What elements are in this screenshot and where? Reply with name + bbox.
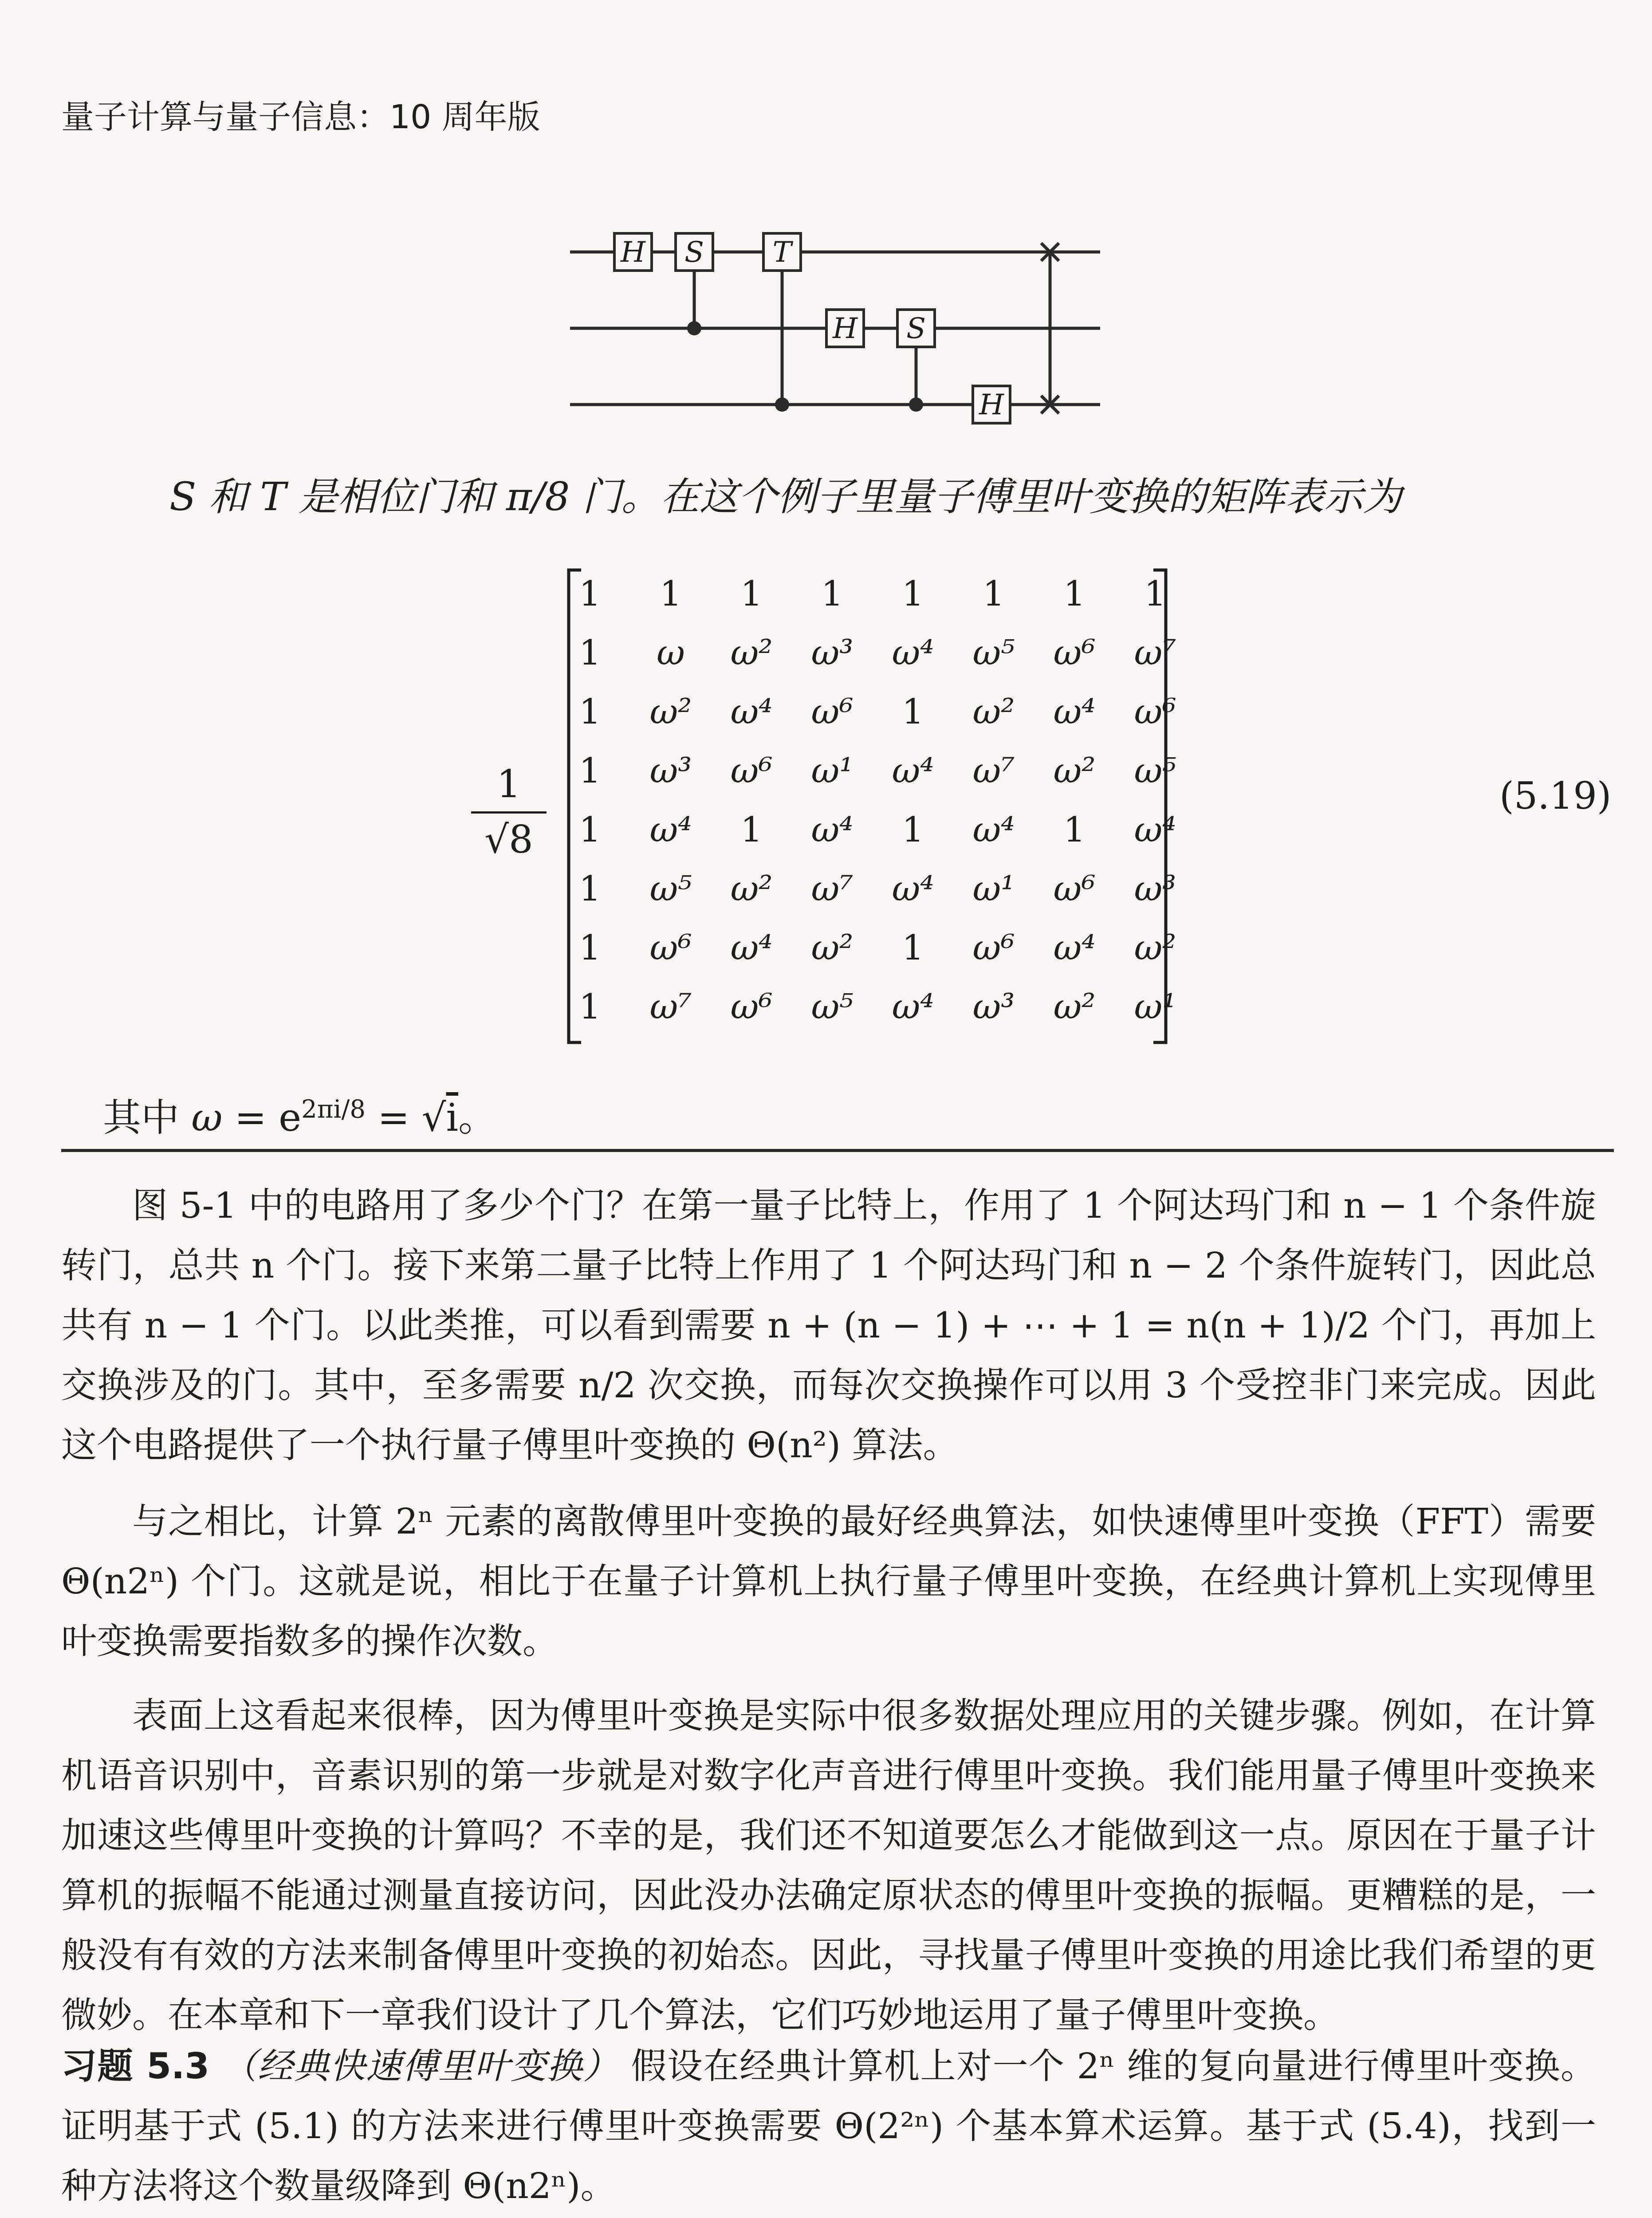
matrix-cell: 1 (902, 574, 924, 614)
matrix-cell: ω⁶ (649, 928, 692, 968)
matrix-cell: ω² (1134, 928, 1176, 968)
gate-label-h: H (833, 312, 857, 345)
matrix-cell: ω⁵ (649, 869, 692, 909)
matrix-cell: ω⁵ (811, 987, 854, 1027)
matrix-cell: ω⁷ (972, 751, 1015, 791)
matrix-cell: ω³ (811, 633, 854, 673)
matrix-cell: 1 (579, 692, 601, 732)
figure-caption: S 和 T 是相位门和 π/8 门。在这个例子里量子傅里叶变换的矩阵表示为 (169, 474, 1402, 519)
matrix-cell: 1 (579, 810, 601, 850)
gate-label-t: T (772, 236, 792, 269)
paragraph-2: 与之相比，计算 2ⁿ 元素的离散傅里叶变换的最好经典算法，如快速傅里叶变换（FFT）需要 Θ(n2ⁿ) 个门。这就是说，相比于在量子计算机上执行量子傅里叶变换，在经典计算机上实现傅里叶变换需要指数多的操作次数。 (61, 1501, 1596, 1662)
matrix-cell: ω⁶ (1134, 692, 1176, 732)
exercise-label: 习题 5.3 (61, 2045, 210, 2087)
control-dot-s2 (909, 397, 923, 412)
gate-label-s: S (684, 236, 704, 269)
matrix-cell: ω⁴ (892, 633, 934, 673)
gate-label-h: H (621, 236, 645, 269)
matrix-cell: ω⁴ (972, 810, 1015, 850)
gate-label-s: S (906, 312, 926, 345)
paragraph-3: 表面上这看起来很棒，因为傅里叶变换是实际中很多数据处理应用的关键步骤。例如，在计算机语音识别中，音素识别的第一步就是对数字化声音进行傅里叶变换。我们能用量子傅里叶变换来加速这些傅里叶变换的计算吗？不幸的是，我们还不知道要怎么才能做到这一点。原因在于量子计算机的振幅不能通过测量直接访问，因此没办法确定原状态的傅里叶变换的振幅。更糟糕的是，一般没有有效的方法来制备傅里叶变换的初始态。因此，寻找量子傅里叶变换的用途比我们希望的更微妙。在本章和下一章我们设计了几个算法，它们巧妙地运用了量子傅里叶变换。 (61, 1695, 1596, 2036)
matrix-cell: ω⁴ (811, 810, 854, 850)
prefactor-numerator: 1 (496, 762, 521, 806)
matrix-cell: 1 (740, 574, 763, 614)
matrix-cell: ω⁴ (892, 869, 934, 909)
fraction-bar (471, 811, 547, 814)
matrix-prefactor (471, 761, 547, 864)
matrix-cell: ω² (649, 692, 692, 732)
matrix-cell: 1 (579, 987, 601, 1027)
matrix-cell: ω¹ (1134, 987, 1176, 1027)
control-dot-t1 (775, 397, 789, 412)
gate-label-h: H (979, 389, 1004, 421)
matrix-cell: ω⁶ (972, 928, 1015, 968)
matrix-cell: ω⁷ (811, 869, 854, 909)
matrix-cell: ω⁴ (892, 987, 934, 1027)
matrix-cell: ω⁴ (649, 810, 692, 850)
matrix-cell: ω² (1053, 987, 1096, 1027)
matrix-cell: ω² (811, 928, 854, 968)
exercise-text: 假设在经典计算机上对一个 2ⁿ 维的复向量进行傅里叶变换。证明基于式 (5.1) 的方法来进行傅里叶变换需要 Θ(2²ⁿ) 个基本算术运算。基于式 (5.4)，找到一种方法将这个数量级降到 Θ(n2ⁿ)。 (61, 2045, 1596, 2206)
matrix-cell: 1 (983, 574, 1005, 614)
matrix-cell: ω² (1053, 751, 1096, 791)
matrix-cell: ω⁵ (972, 633, 1015, 673)
matrix-cell: ω (657, 633, 685, 673)
matrix-cell: ω² (730, 869, 773, 909)
prefactor-denominator: √8 (484, 817, 533, 862)
matrix-cell: 1 (902, 692, 924, 732)
matrix-cell: ω⁶ (811, 692, 854, 732)
matrix-cell: 1 (1063, 810, 1086, 850)
omega-definition: 其中 $\omega = e^{2\pi i/8} = √i$。 (103, 1095, 497, 1140)
exercise-5-3 (61, 2036, 1596, 2216)
matrix-cell: ω⁵ (1134, 751, 1176, 791)
matrix-cell: 1 (660, 574, 682, 614)
matrix-cell: 1 (579, 633, 601, 673)
matrix-cell: 1 (902, 928, 924, 968)
matrix-cell: ω³ (972, 987, 1015, 1027)
matrix-cell: ω⁴ (1053, 692, 1096, 732)
matrix-cell: ω⁶ (1053, 633, 1096, 673)
equation-number: (5.19) (1499, 774, 1612, 818)
matrix-cell: ω³ (649, 751, 692, 791)
section-divider (61, 1149, 1614, 1152)
matrix-cell: 1 (1144, 574, 1166, 614)
control-dot-s1 (687, 321, 701, 335)
matrix-cell: 1 (1063, 574, 1086, 614)
qft-circuit-diagram (0, 0, 1652, 444)
matrix-cell: ω⁴ (730, 692, 773, 732)
matrix-cell: ω⁶ (730, 987, 773, 1027)
exercise-subtitle: （经典快速傅里叶变换） (221, 2045, 619, 2087)
matrix-cell: ω⁴ (1053, 928, 1096, 968)
matrix-cell: 1 (579, 751, 601, 791)
matrix-cell: ω¹ (811, 751, 854, 791)
matrix-cell: ω⁷ (649, 987, 692, 1027)
matrix-cell: ω⁴ (1134, 810, 1176, 850)
matrix-cell: ω⁴ (892, 751, 934, 791)
matrix-cell: 1 (579, 574, 601, 614)
matrix-cell: ω⁶ (1053, 869, 1096, 909)
matrix-cell: 1 (902, 810, 924, 850)
matrix-cell: 1 (579, 928, 601, 968)
matrix-cell: ω³ (1134, 869, 1176, 909)
matrix-cell: 1 (821, 574, 843, 614)
matrix-cell: 1 (579, 869, 601, 909)
matrix-cell: ω¹ (972, 869, 1015, 909)
running-header: 量子计算与量子信息：10 周年版 (61, 98, 540, 136)
matrix-cell: ω⁴ (730, 928, 773, 968)
matrix-cell: ω² (730, 633, 773, 673)
matrix-cell: ω² (972, 692, 1015, 732)
matrix-cell: 1 (740, 810, 763, 850)
matrix-cell: ω⁶ (730, 751, 773, 791)
paragraph-1: 图 5-1 中的电路用了多少个门？在第一量子比特上，作用了 1 个阿达玛门和 n − 1 个条件旋转门，总共 n 个门。接下来第二量子比特上作用了 1 个阿达玛门和 n − 2 个条件旋转门，因此总共有 n − 1 个门。以此类推，可以看到需要 n + (n − 1) + ⋯ + 1 = n(n + 1)/2 个门，再加上交换涉及的门。其中，至多需要 n/2 次交换，而每次交换操作可以用 3 个受控非门来完成。因此这个电路提供了一个执行量子傅里叶变换的 Θ(n²) 算法。 (61, 1185, 1596, 1466)
matrix-cell: ω⁷ (1134, 633, 1176, 673)
